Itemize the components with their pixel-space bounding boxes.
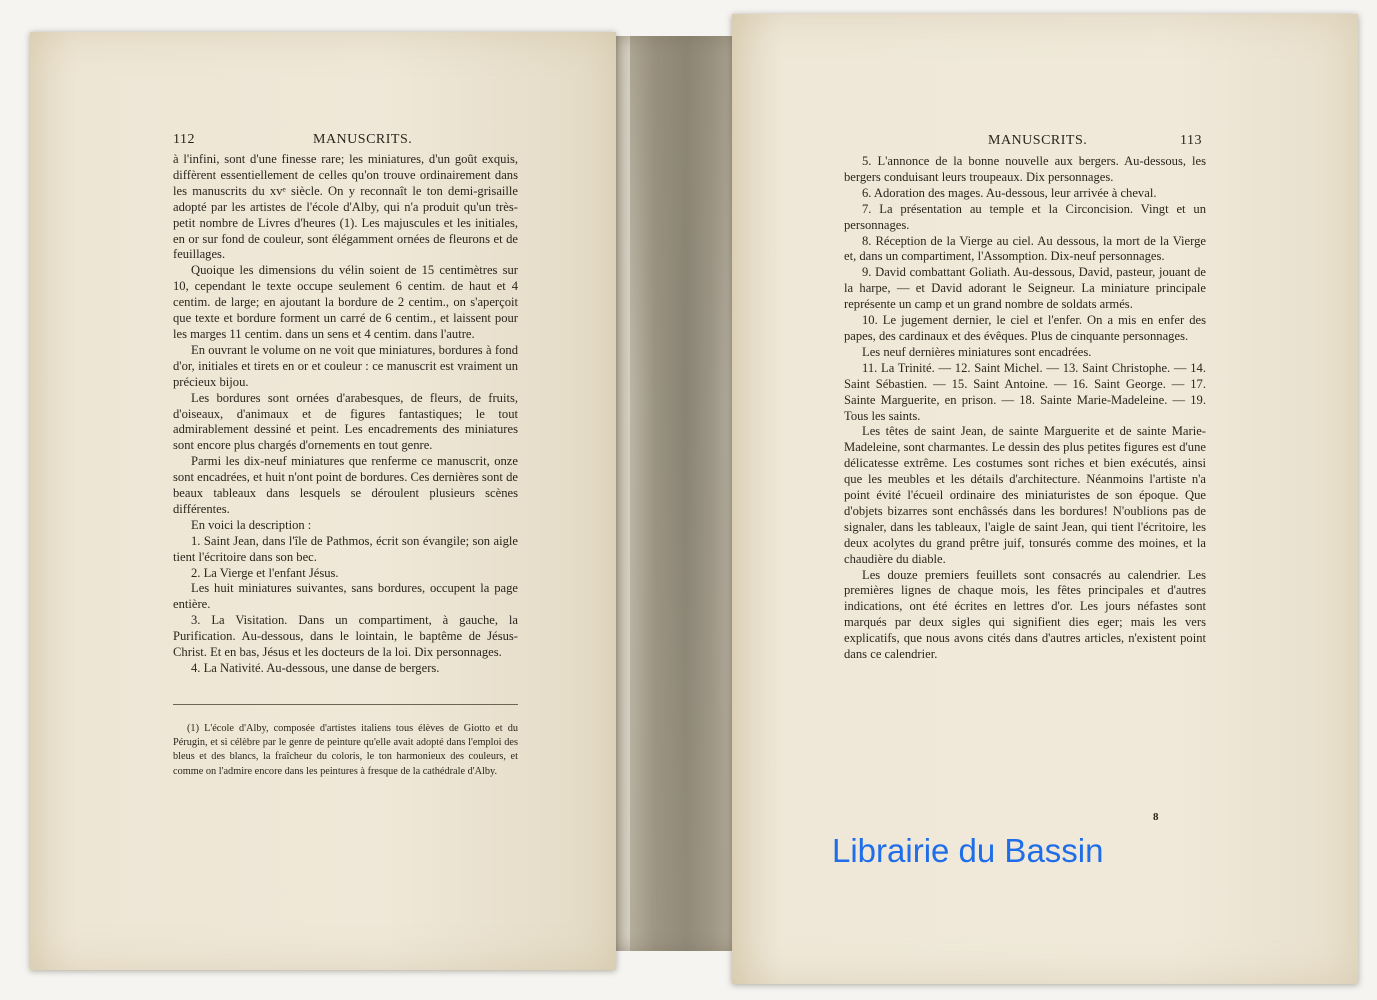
footnote xyxy=(173,722,518,779)
paragraph: 1. Saint Jean, dans l'île de Pathmos, écrit son évangile; son aigle tient l'écritoire dans son bec. xyxy=(173,533,518,564)
running-head-left: MANUSCRITS. xyxy=(313,132,413,147)
paragraph: 6. Adoration des mages. Au-dessous, leur arrivée à cheval. xyxy=(862,185,1157,200)
paragraph: 8. Réception de la Vierge au ciel. Au dessous, la mort de la Vierge et, dans un compartiment, l'Assomption. Dix-neuf personnages. xyxy=(844,233,1206,264)
paragraph: Parmi les dix-neuf miniatures que renferme ce manuscrit, onze sont encadrées, et huit n'ont point de bordures. Ces dernières sont de beaux tableaux dans lesquels se déroulent plusieurs scènes différentes. xyxy=(173,454,518,516)
paragraph: En ouvrant le volume on ne voit que miniatures, bordures à fond d'or, initiales et tirets en or et couleur : ce manuscrit est vraiment un précieux bijou. xyxy=(173,342,518,389)
left-page xyxy=(30,32,616,970)
paragraph: 11. La Trinité. — 12. Saint Michel. — 13. Saint Christophe. — 14. Saint Sébastien. — 15. Saint Antoine. — 16. Saint George. — 17. Sainte Marguerite, en prison. — 18. Sainte Marie-Madeleine. — 19. Tous les saints. xyxy=(844,360,1206,423)
paragraph: Les douze premiers feuillets sont consacrés au calendrier. Les premières lignes de chaque mois, les fêtes principales et d'autres indications, ont été écrites en lettres d'or. Les jours néfastes sont marqués par deux sigles qui signifient dies eger; mais les vers explicatifs, que nous avons cités dans d'autres articles, n'existent point dans ce calendrier. xyxy=(844,567,1206,662)
paragraph: 9. David combattant Goliath. Au-dessous, David, pasteur, jouant de la harpe, — et David adorant le Seigneur. La miniature principale représente un camp et un grand nombre de soldats armés. xyxy=(844,265,1206,312)
paragraph: 4. La Nativité. Au-dessous, une danse de bergers. xyxy=(191,661,440,675)
paragraph: à l'infini, sont d'une finesse rare; les miniatures, d'un goût exquis, diffèrent essentiellement de celles qu'on trouve ordinairement dans les manuscrits du xvᵉ siècle. On y reconnaît le ton demi-grisaille adopté par les artistes de l'école d'Alby, qui n'a produit qu'un très-petit nombre de Livres d'heures (1). Les majuscules et les initiales, en or sur fond de couleur, sont élégamment ornées de fleurons et de feuillages. xyxy=(173,152,518,262)
page-number-left: 112 xyxy=(173,132,195,147)
paragraph: En voici la description : xyxy=(191,517,312,532)
paragraph: Les têtes de saint Jean, de sainte Marguerite et de sainte Marie-Madeleine, sont charmantes. Le dessin des plus petites figures est d'une délicatesse extrême. Les costumes sont riches et bien exécutés, ainsi que les meubles et les détails d'architecture. Néanmoins l'artiste n'a point évité l'écueil ordinaire des miniaturistes de son époque. Que d'objets bizarres sont enchâssés dans les bordures! N'oublions pas de signaler, dans les tableaux, l'aigle de saint Jean, qui tient l'écritoire, les deux acolytes du grand prêtre juif, tonsurés comme des moines, et la chaudière du diable. xyxy=(844,424,1206,566)
page-number-right: 113 xyxy=(1180,133,1202,148)
paragraph: Les bordures sont ornées d'arabesques, de fleurs, de fruits, d'oiseaux, d'animaux et de figures fantastiques; le tout admirablement dessiné et peint. Les encadrements des miniatures sont encore plus chargés d'ornements en tout genre. xyxy=(173,390,518,453)
left-body-text xyxy=(173,152,518,677)
footnote-rule xyxy=(173,704,518,705)
signature-mark: 8 xyxy=(1153,811,1159,823)
paragraph: 5. L'annonce de la bonne nouvelle aux bergers. Au-dessous, les bergers conduisant leurs troupeaux. Dix personnages. xyxy=(844,154,1206,184)
running-head-right: MANUSCRITS. xyxy=(988,133,1088,148)
paragraph: 3. La Visitation. Dans un compartiment, à gauche, la Purification. Au-dessous, dans le lointain, le baptême de Jésus-Christ. Et en bas, Jésus et les docteurs de la loi. Dix personnages. xyxy=(173,613,518,660)
paragraph: 10. Le jugement dernier, le ciel et l'enfer. On a mis en enfer des papes, des cardinaux et des évêques. Plus de cinquante personnages. xyxy=(844,313,1206,343)
paragraph: Les huit miniatures suivantes, sans bordures, occupent la page entière. xyxy=(173,581,518,612)
footnote-text: (1) L'école d'Alby, composée d'artistes italiens tous élèves de Giotto et du Pérugin, et si célèbre par le genre de peinture qu'elle avait adopté dans l'emploi des bleus et des blancs, la fraîcheur du coloris, le ton harmonieux des couleurs, et comme on l'admire encore dans les peintures à fresque de la cathédrale d'Alby. xyxy=(173,723,518,777)
paragraph: Quoique les dimensions du vélin soient de 15 centimètres sur 10, cependant le texte occupe seulement 6 centim. de haut et 4 centim. de large; en ajoutant la bordure de 2 centim., on s'aperçoit que texte et bordure forment un carré de 6 centim., et laissent pour les marges 11 centim. dans un sens et 4 centim. dans l'autre. xyxy=(173,263,518,341)
watermark-text: Librairie du Bassin xyxy=(832,832,1104,869)
paragraph: 2. La Vierge et l'enfant Jésus. xyxy=(191,565,339,580)
paragraph: 7. La présentation au temple et la Circoncision. Vingt et un personnages. xyxy=(844,201,1206,232)
paragraph: Les neuf dernières miniatures sont encadrées. xyxy=(862,344,1092,359)
right-body-text xyxy=(844,154,1206,663)
